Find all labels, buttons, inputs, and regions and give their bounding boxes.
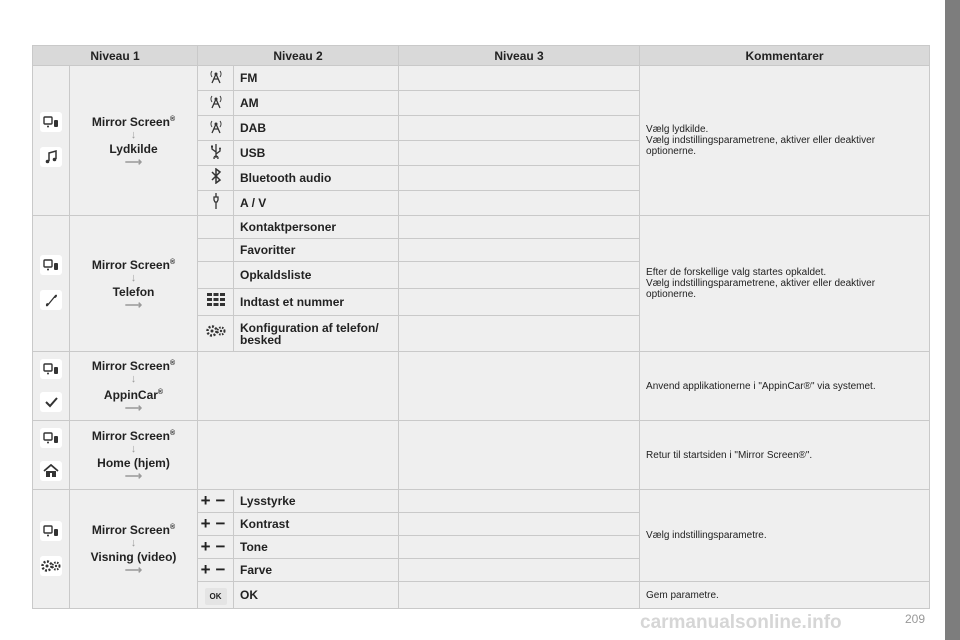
level3-cell — [399, 66, 640, 91]
item-am: AM — [234, 91, 399, 116]
mirror-screen-label: Mirror Screen — [91, 359, 170, 373]
music-note-icon — [40, 147, 62, 167]
arrow-down-icon: ↓ — [130, 128, 137, 141]
mirror-screen-icon — [40, 255, 62, 275]
radio-antenna-icon — [198, 91, 234, 116]
item-lysstyrke: Lysstyrke — [234, 490, 399, 513]
level3-cell — [399, 582, 640, 609]
item-konfiguration: Konfiguration af telefon/ besked — [234, 316, 399, 352]
level2-cell — [198, 421, 399, 490]
level3-cell — [399, 141, 640, 166]
level3-cell — [399, 513, 640, 536]
item-kontaktpersoner: Kontaktpersoner — [234, 216, 399, 239]
level1-telefon: Mirror Screen® ↓ Telefon ⟶ — [70, 216, 198, 352]
level3-cell — [399, 191, 640, 216]
level3-cell — [399, 262, 640, 289]
item-fm: FM — [234, 66, 399, 91]
mirror-screen-icon — [40, 521, 62, 541]
av-jack-icon — [198, 191, 234, 216]
home-label: Home (hjem) — [97, 456, 170, 470]
telefon-label: Telefon — [112, 284, 155, 299]
watermark: carmanualsonline.info — [640, 612, 842, 633]
level1-video: Mirror Screen® ↓ Visning (video) ⟶ — [70, 490, 198, 609]
level3-cell — [399, 421, 640, 490]
page-side-tab — [945, 0, 960, 640]
item-av: A / V — [234, 191, 399, 216]
level1-home: Mirror Screen® ↓ Home (hjem) ⟶ — [70, 421, 198, 490]
item-dab: DAB — [234, 116, 399, 141]
home-icon — [40, 461, 62, 481]
radio-antenna-icon — [198, 66, 234, 91]
menu-table — [32, 45, 930, 609]
table-row — [33, 490, 930, 513]
level3-cell — [399, 316, 640, 352]
icon-cell-empty — [198, 239, 234, 262]
level1-lydkilde: Mirror Screen® ↓ Lydkilde ⟶ — [70, 66, 198, 216]
arrow-down-icon: ↓ — [130, 537, 137, 549]
mirror-screen-label: Mirror Screen — [91, 114, 170, 129]
plus-minus-icon: +− — [198, 490, 234, 513]
header-niveau-2: Niveau 2 — [198, 46, 399, 66]
comment-lydkilde: Vælg lydkilde. Vælg indstillingsparametrene, aktiver eller deaktiver optionerne. — [640, 66, 930, 216]
item-bluetooth-audio: Bluetooth audio — [234, 166, 399, 191]
mirror-screen-label: Mirror Screen — [91, 523, 170, 537]
arrow-right-icon: ⟶ — [124, 154, 143, 169]
level3-cell — [399, 91, 640, 116]
ok-icon: OK — [198, 582, 234, 609]
table-row — [33, 66, 930, 91]
arrow-down-icon: ↓ — [130, 373, 137, 385]
level3-cell — [399, 216, 640, 239]
level1-appincar: Mirror Screen® ↓ AppinCar® ⟶ — [70, 352, 198, 421]
mirror-screen-label: Mirror Screen — [91, 429, 170, 443]
checkmark-icon — [40, 392, 62, 412]
arrow-right-icon: ⟶ — [124, 563, 143, 577]
group-icons-telefon — [33, 216, 70, 352]
icon-cell-empty — [198, 216, 234, 239]
mirror-screen-icon — [40, 112, 62, 132]
lydkilde-label: Lydkilde — [109, 141, 158, 156]
arrow-right-icon: ⟶ — [124, 469, 143, 483]
level3-cell — [399, 116, 640, 141]
comment-appincar: Anvend applikationerne i "AppinCar®" via systemet. — [640, 352, 930, 421]
settings-gears-icon — [198, 316, 234, 352]
comment-ok: Gem parametre. — [640, 582, 930, 609]
bluetooth-icon — [198, 166, 234, 191]
comment-home: Retur til startsiden i "Mirror Screen®". — [640, 421, 930, 490]
arrow-down-icon: ↓ — [130, 443, 137, 455]
group-icons-home — [33, 421, 70, 490]
item-farve: Farve — [234, 559, 399, 582]
comment-telefon: Efter de forskellige valg startes opkaldet. Vælg indstillingsparametrene, aktiver eller deaktiver optionerne. — [640, 216, 930, 352]
page-number: 209 — [905, 612, 926, 626]
header-row — [33, 46, 930, 66]
level3-cell — [399, 352, 640, 421]
table-row — [33, 216, 930, 239]
radio-antenna-icon — [198, 116, 234, 141]
plus-minus-icon: +− — [198, 559, 234, 582]
keypad-icon — [198, 289, 234, 316]
level3-cell — [399, 289, 640, 316]
item-kontrast: Kontrast — [234, 513, 399, 536]
comment-video: Vælg indstillingsparametre. — [640, 490, 930, 582]
level3-cell — [399, 536, 640, 559]
level2-cell — [198, 352, 399, 421]
level3-cell — [399, 490, 640, 513]
item-ok: OK — [234, 582, 399, 609]
header-kommentarer: Kommentarer — [640, 46, 930, 66]
mirror-screen-label: Mirror Screen — [91, 257, 170, 272]
level3-cell — [399, 166, 640, 191]
usb-icon — [198, 141, 234, 166]
item-usb: USB — [234, 141, 399, 166]
header-niveau-3: Niveau 3 — [399, 46, 640, 66]
table-row — [33, 352, 930, 421]
level3-cell — [399, 239, 640, 262]
plus-minus-icon: +− — [198, 513, 234, 536]
plus-minus-icon: +− — [198, 536, 234, 559]
arrow-down-icon: ↓ — [130, 271, 137, 284]
level3-cell — [399, 559, 640, 582]
video-label: Visning (video) — [90, 550, 177, 564]
group-icons-appincar — [33, 352, 70, 421]
group-icons-video — [33, 490, 70, 609]
settings-gears-icon — [40, 556, 62, 576]
icon-cell-empty — [198, 262, 234, 289]
phone-handset-icon — [40, 290, 62, 310]
mirror-screen-icon — [40, 359, 62, 379]
group-icons-lydkilde — [33, 66, 70, 216]
table-row — [33, 421, 930, 490]
item-tone: Tone — [234, 536, 399, 559]
item-favoritter: Favoritter — [234, 239, 399, 262]
header-niveau-1: Niveau 1 — [33, 46, 198, 66]
mirror-screen-icon — [40, 428, 62, 448]
arrow-right-icon: ⟶ — [124, 297, 143, 312]
arrow-right-icon: ⟶ — [124, 401, 143, 415]
appincar-label: AppinCar — [103, 388, 158, 402]
item-opkaldsliste: Opkaldsliste — [234, 262, 399, 289]
item-indtast-et-nummer: Indtast et nummer — [234, 289, 399, 316]
